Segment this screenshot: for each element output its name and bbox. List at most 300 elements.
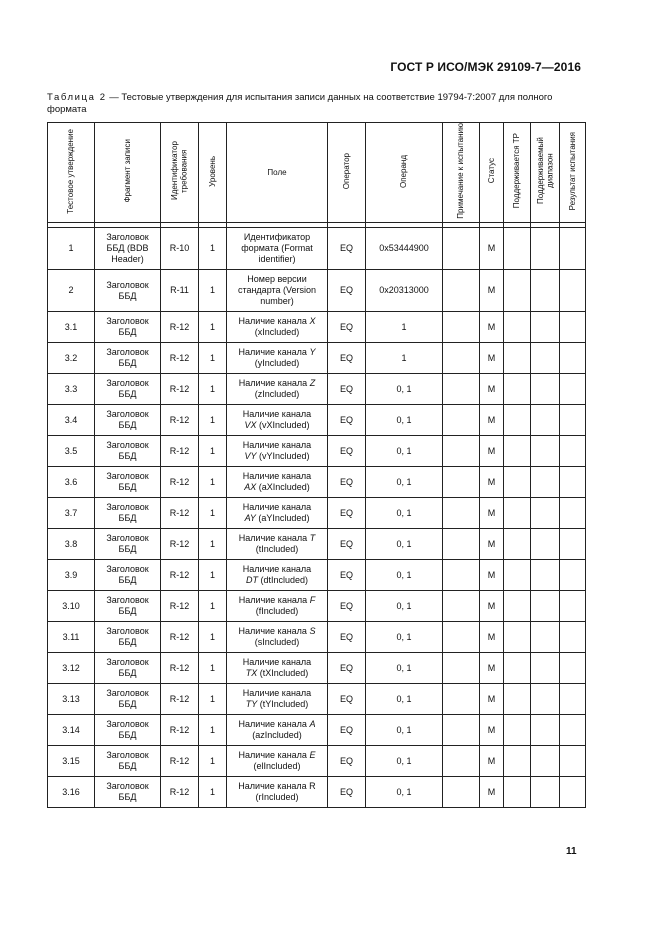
field-channel-name: F [309,595,316,605]
level-cell-value: 1 [209,755,215,766]
level-cell [199,312,227,343]
table-row [48,312,586,343]
operand-cell-value: 0, 1 [396,569,412,580]
field-cell [227,653,328,684]
record-fragment-cell [95,405,161,436]
test-note-cell [443,622,480,653]
field-text: (aXIncluded) [256,482,310,492]
table-row [48,374,586,405]
operand-cell-value: 0, 1 [396,786,412,797]
column-header [95,123,161,223]
column-header [199,123,227,223]
field-text: Идентификатор формата (Format identifier) [241,232,313,264]
requirement-id-cell [161,405,199,436]
field-cell [227,343,328,374]
column-header-label: Примечание к испытанию [456,123,466,219]
assertion-id-cell-value: 3.7 [64,507,78,518]
field-channel-name: TY [245,699,258,709]
record-fragment-cell [95,436,161,467]
field-channel-name: E [309,750,316,760]
operand-cell-value: 0x20313000 [379,285,429,295]
record-fragment-cell-value: Заголовок ББД [106,316,149,337]
test-note-cell [443,715,480,746]
field-text: (tYIncluded) [257,699,309,709]
requirement-id-cell [161,529,199,560]
field-channel-name: TX [245,668,258,678]
status-cell [480,270,504,312]
assertion-id-cell [48,529,95,560]
field-cell [227,529,328,560]
status-cell [480,228,504,270]
field-channel-name: T [309,533,316,543]
level-cell-value: 1 [209,285,215,295]
operator-cell [328,777,366,808]
test-result-cell [560,622,586,653]
assertion-id-cell [48,405,95,436]
assertion-id-cell [48,270,95,312]
operator-cell [328,228,366,270]
assertion-id-cell [48,228,95,270]
requirement-id-cell-value: R-12 [169,693,190,704]
supported-range-cell [531,715,560,746]
field-channel-name: S [309,626,316,636]
supported-by-ip-cell [504,777,531,808]
record-fragment-cell-value: Заголовок ББД [106,781,149,802]
supported-range-cell [531,312,560,343]
level-cell [199,746,227,777]
assertion-id-cell-value: 3.15 [62,755,80,766]
field-cell [227,777,328,808]
table-row [48,622,586,653]
status-cell-value: M [487,352,496,363]
test-result-cell [560,405,586,436]
operator-cell [328,405,366,436]
test-result-cell [560,684,586,715]
test-note-cell [443,529,480,560]
requirement-id-cell-value: R-12 [169,445,190,456]
requirement-id-cell-value: R-10 [169,243,190,253]
assertion-id-cell-value: 3.3 [64,383,78,394]
operator-cell-value: EQ [339,352,353,363]
column-header [504,123,531,223]
operator-cell-value: EQ [339,507,353,518]
supported-range-cell [531,467,560,498]
field-value [243,657,311,678]
requirement-id-cell [161,591,199,622]
level-cell-value: 1 [209,569,215,580]
requirement-id-cell [161,498,199,529]
supported-by-ip-cell [504,560,531,591]
supported-range-cell [531,684,560,715]
level-cell-value: 1 [209,786,215,797]
column-header [560,123,586,223]
status-cell-value: M [487,414,496,425]
level-cell [199,684,227,715]
assertion-id-cell-value: 3.12 [62,662,80,673]
record-fragment-cell-value: Заголовок ББД [106,502,149,523]
operator-cell-value: EQ [339,445,353,456]
assertion-id-cell-value: 3.10 [62,600,80,611]
level-cell [199,529,227,560]
operand-cell-value: 0, 1 [396,476,412,487]
table-caption [47,92,587,116]
test-result-cell [560,270,586,312]
field-cell [227,622,328,653]
assertion-id-cell-value: 3.14 [62,724,80,735]
record-fragment-cell [95,467,161,498]
column-header [48,123,95,223]
field-value [239,719,316,740]
field-text: Наличие канала [238,316,310,326]
operator-cell-value: EQ [339,538,353,549]
field-value [243,502,311,523]
test-note-cell [443,270,480,312]
record-fragment-cell-value: Заголовок ББД [106,564,149,585]
status-cell [480,777,504,808]
status-cell [480,591,504,622]
field-cell [227,560,328,591]
field-cell [227,467,328,498]
level-cell [199,270,227,312]
operand-cell [366,746,443,777]
field-cell [227,684,328,715]
level-cell [199,343,227,374]
operand-cell [366,405,443,436]
operator-cell [328,436,366,467]
operand-cell-value: 0, 1 [396,631,412,642]
field-cell [227,312,328,343]
operand-cell-value: 0, 1 [396,724,412,735]
field-channel-name: VY [244,451,257,461]
record-fragment-cell-value: Заголовок ББД [106,440,149,461]
column-header-label: Поле [267,168,287,177]
record-fragment-cell-value: Заголовок ББД [106,750,149,771]
operand-cell [366,312,443,343]
operand-cell [366,684,443,715]
field-value [243,688,311,709]
test-note-cell [443,467,480,498]
level-cell-value: 1 [209,724,215,735]
test-note-cell [443,374,480,405]
assertion-id-cell [48,622,95,653]
test-result-cell [560,591,586,622]
level-cell-value: 1 [209,600,215,611]
column-header-label: Статус [486,158,496,184]
operator-cell [328,746,366,777]
record-fragment-cell-value: Заголовок ББД [106,657,149,678]
status-cell [480,436,504,467]
operator-cell [328,270,366,312]
status-cell-value: M [487,786,496,797]
column-header-label: Тестовое утверждение [66,128,76,214]
record-fragment-cell [95,228,161,270]
field-channel-name: Y [309,347,316,357]
operator-cell [328,622,366,653]
operator-cell [328,498,366,529]
supported-by-ip-cell [504,498,531,529]
test-assertions-table [47,122,586,808]
table-row [48,270,586,312]
field-value [243,564,311,585]
field-value [243,409,311,430]
supported-by-ip-cell [504,622,531,653]
record-fragment-cell-value: Заголовок ББД [106,279,149,301]
field-text: Наличие канала [238,595,310,605]
requirement-id-cell-value: R-12 [169,786,190,797]
column-header [366,123,443,223]
operand-cell-value: 0, 1 [396,693,412,704]
field-text: (dtIncluded) [257,575,309,585]
operator-cell-value: EQ [339,755,353,766]
status-cell-value: M [487,755,496,766]
field-text: Наличие канала [238,626,310,636]
supported-by-ip-cell [504,467,531,498]
requirement-id-cell [161,777,199,808]
operand-cell [366,560,443,591]
level-cell-value: 1 [209,352,215,363]
column-header-label: Операнд [399,154,409,188]
operator-cell-value: EQ [339,662,353,673]
level-cell [199,622,227,653]
table-row [48,467,586,498]
operator-cell-value: EQ [339,693,353,704]
status-cell [480,467,504,498]
operator-cell-value: EQ [339,476,353,487]
field-text: Наличие канала [242,502,312,512]
operand-cell-value: 1 [401,352,407,363]
supported-by-ip-cell [504,374,531,405]
level-cell-value: 1 [209,445,215,456]
record-fragment-cell-value: Заголовок ББД [106,471,149,492]
field-text: (yIncluded) [254,358,300,368]
assertion-id-cell [48,746,95,777]
field-value [239,347,316,368]
assertion-id-cell-value: 3.5 [64,445,78,456]
field-channel-name: AX [244,482,257,492]
supported-range-cell [531,777,560,808]
operand-cell-value: 0, 1 [396,383,412,394]
assertion-id-cell [48,591,95,622]
field-text: Наличие канала [242,688,312,698]
requirement-id-cell [161,228,199,270]
record-fragment-cell-value: Заголовок ББД [106,409,149,430]
operand-cell-value: 0, 1 [396,600,412,611]
column-header-label: Оператор [341,152,351,190]
requirement-id-cell-value: R-12 [169,662,190,673]
test-note-cell [443,746,480,777]
supported-by-ip-cell [504,591,531,622]
supported-by-ip-cell [504,270,531,312]
supported-by-ip-cell [504,228,531,270]
field-text: Наличие канала [242,471,312,481]
operator-cell-value: EQ [339,285,353,295]
operator-cell [328,312,366,343]
record-fragment-cell [95,622,161,653]
column-header-label: Уровень [207,155,217,187]
field-cell [227,405,328,436]
record-fragment-cell [95,653,161,684]
level-cell [199,498,227,529]
level-cell [199,374,227,405]
field-channel-name: VX [244,420,257,430]
test-result-cell [560,467,586,498]
status-cell-value: M [487,569,496,580]
status-cell [480,653,504,684]
operator-cell-value: EQ [339,243,353,253]
standard-designation: ГОСТ Р ИСО/МЭК 29109-7—2016 [390,60,581,74]
field-text: Наличие канала [242,564,312,574]
assertion-id-cell [48,653,95,684]
column-header-label: Фрагмент записи [122,139,132,203]
field-value [241,232,312,264]
field-channel-name: DT [245,575,258,585]
operator-cell [328,591,366,622]
supported-range-cell [531,436,560,467]
operator-cell [328,560,366,591]
record-fragment-cell-value: Заголовок ББД [106,595,149,616]
column-header [161,123,199,223]
assertion-id-cell-value: 2 [68,285,74,295]
table-row [48,405,586,436]
level-cell [199,715,227,746]
operator-cell-value: EQ [339,383,353,394]
level-cell [199,467,227,498]
assertion-id-cell-value: 3.2 [64,352,78,363]
test-result-cell [560,746,586,777]
column-header [328,123,366,223]
field-cell [227,228,328,270]
operator-cell [328,715,366,746]
requirement-id-cell-value: R-12 [169,631,190,642]
test-result-cell [560,777,586,808]
status-cell [480,560,504,591]
operator-cell [328,343,366,374]
status-cell-value: M [487,631,496,642]
operator-cell-value: EQ [339,414,353,425]
operator-cell-value: EQ [339,321,353,332]
level-cell [199,560,227,591]
table-row [48,777,586,808]
table-row [48,498,586,529]
status-cell-value: M [487,321,496,332]
field-value [239,626,316,647]
assertion-id-cell-value: 3.1 [64,321,78,332]
test-note-cell [443,228,480,270]
assertion-id-cell-value: 3.11 [62,631,80,642]
test-note-cell [443,591,480,622]
status-cell-value: M [487,476,496,487]
requirement-id-cell [161,684,199,715]
field-cell [227,270,328,312]
record-fragment-cell [95,270,161,312]
assertion-id-cell [48,312,95,343]
test-result-cell [560,228,586,270]
status-cell [480,715,504,746]
status-cell-value: M [487,507,496,518]
field-value [238,781,315,802]
status-cell-value: M [487,243,496,253]
requirement-id-cell-value: R-11 [170,285,189,295]
supported-range-cell [531,343,560,374]
supported-range-cell [531,529,560,560]
operator-cell [328,684,366,715]
level-cell-value: 1 [209,243,215,253]
requirement-id-cell-value: R-12 [169,476,190,487]
field-text: Наличие канала [238,719,310,729]
field-text: (azIncluded) [252,730,302,740]
operand-cell-value: 0x53444900 [379,243,429,253]
assertion-id-cell-value: 1 [68,243,74,253]
record-fragment-cell [95,498,161,529]
table-caption-label: Таблица 2 [47,92,107,103]
record-fragment-cell [95,591,161,622]
field-cell [227,591,328,622]
assertion-id-cell [48,777,95,808]
operand-cell [366,622,443,653]
requirement-id-cell [161,436,199,467]
operand-cell [366,436,443,467]
record-fragment-cell [95,529,161,560]
field-channel-name: Z [309,378,316,388]
operator-cell [328,653,366,684]
requirement-id-cell-value: R-12 [169,600,190,611]
operand-cell-value: 0, 1 [396,755,412,766]
field-text: Наличие канала [238,750,310,760]
operator-cell-value: EQ [339,631,353,642]
assertion-id-cell-value: 3.8 [64,538,78,549]
field-value [239,378,315,399]
record-fragment-cell [95,715,161,746]
test-note-cell [443,343,480,374]
field-channel-name: X [309,316,316,326]
supported-range-cell [531,653,560,684]
field-text: (aYIncluded) [255,513,310,523]
level-cell-value: 1 [209,414,215,425]
field-value [239,750,316,771]
status-cell-value: M [487,724,496,735]
supported-by-ip-cell [504,312,531,343]
operand-cell-value: 0, 1 [396,445,412,456]
page-number: 11 [566,846,577,857]
record-fragment-cell-value: Заголовок ББД [106,688,149,709]
assertion-id-cell-value: 3.16 [62,786,80,797]
status-cell-value: M [487,538,496,549]
field-text: Наличие канала [242,657,312,667]
field-text: Наличие канала [238,378,310,388]
table-row [48,684,586,715]
operator-cell-value: EQ [339,569,353,580]
supported-range-cell [531,591,560,622]
test-result-cell [560,653,586,684]
assertion-id-cell [48,467,95,498]
status-cell [480,312,504,343]
field-cell [227,498,328,529]
field-cell [227,374,328,405]
field-value [239,316,316,337]
operand-cell [366,653,443,684]
supported-by-ip-cell [504,343,531,374]
supported-range-cell [531,560,560,591]
record-fragment-cell [95,684,161,715]
operator-cell-value: EQ [339,600,353,611]
level-cell-value: 1 [209,476,215,487]
record-fragment-cell-value: Заголовок ББД [106,626,149,647]
requirement-id-cell-value: R-12 [169,321,190,332]
record-fragment-cell [95,374,161,405]
table-row [48,436,586,467]
level-cell [199,591,227,622]
test-result-cell [560,498,586,529]
